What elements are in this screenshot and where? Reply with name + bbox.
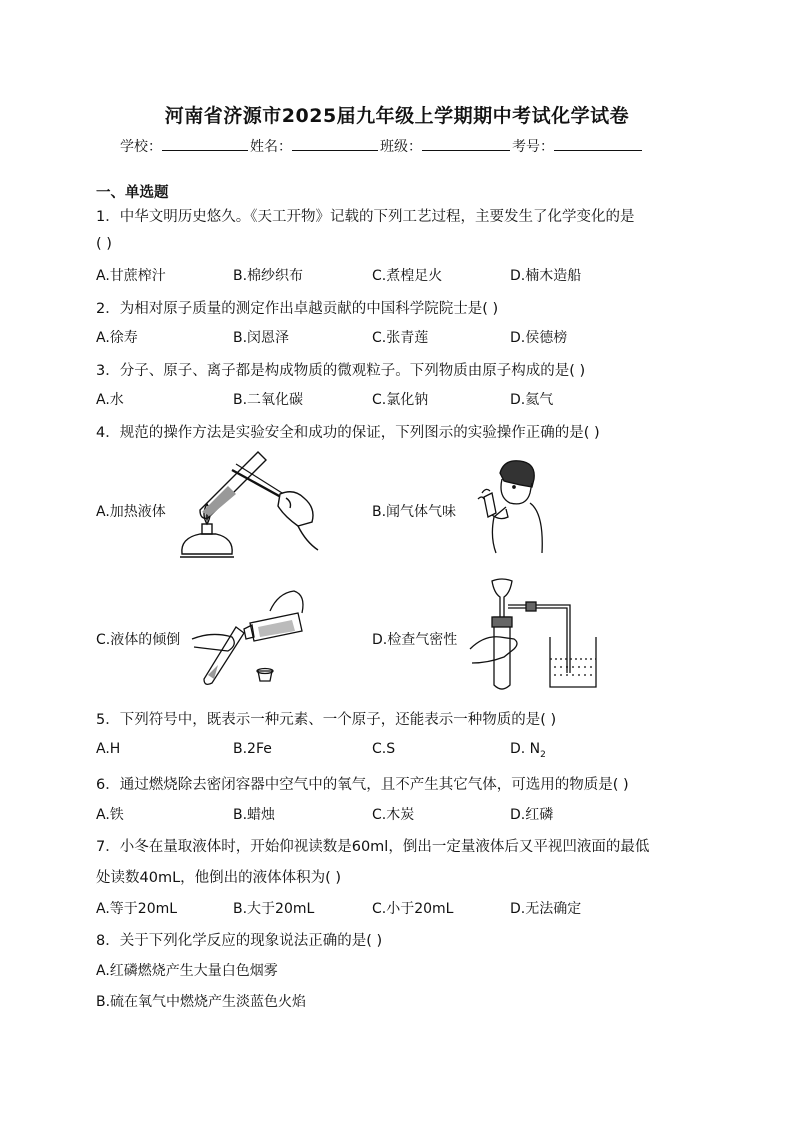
question-4-stem: 4．规范的操作方法是实验安全和成功的保证，下列图示的实验操作正确的是( ) (96, 425, 600, 441)
q6-option-d[interactable]: D.红磷 (510, 807, 554, 823)
class-blank[interactable] (422, 136, 510, 151)
q5-option-b[interactable]: B.2Fe (233, 741, 272, 757)
q8-option-a[interactable]: A.红磷燃烧产生大量白色烟雾 (96, 963, 278, 979)
smelling-gas-illustration (470, 457, 550, 553)
q3-option-a[interactable]: A.水 (96, 392, 124, 408)
question-8-stem: 8．关于下列化学反应的现象说法正确的是( ) (96, 933, 383, 949)
q2-option-a[interactable]: A.徐寿 (96, 330, 138, 346)
question-1-stem: 1．中华文明历史悠久。《天工开物》记载的下列工艺过程，主要发生了化学变化的是 (96, 209, 635, 225)
q5-option-a[interactable]: A.H (96, 741, 121, 757)
student-info-line (120, 136, 644, 156)
exam-title: 河南省济源市2025届九年级上学期期中考试化学试卷 (164, 105, 630, 127)
q1-option-a[interactable]: A.甘蔗榨汁 (96, 268, 166, 284)
q2-option-c[interactable]: C.张青莲 (372, 330, 429, 346)
question-3-stem: 3．分子、原子、离子都是构成物质的微观粒子。下列物质由原子构成的是( ) (96, 363, 586, 379)
q7-option-c[interactable]: C.小于20mL (372, 901, 454, 917)
number-label: 考号： (512, 139, 554, 155)
school-label: 学校： (120, 139, 162, 155)
q4-option-b[interactable]: B.闻气体气味 (372, 504, 457, 520)
q2-option-d[interactable]: D.侯德榜 (510, 330, 568, 346)
school-blank[interactable] (162, 136, 248, 151)
question-6-stem: 6．通过燃烧除去密闭容器中空气中的氧气，且不产生其它气体，可选用的物质是( ) (96, 777, 629, 793)
q8-option-b[interactable]: B.硫在氧气中燃烧产生淡蓝色火焰 (96, 994, 307, 1010)
question-7-stem: 7．小冬在量取液体时，开始仰视读数是60ml，倒出一定量液体后又平视凹液面的最低 (96, 839, 650, 855)
question-7-stem-cont: 处读数40mL，他倒出的液体体积为( ) (96, 870, 342, 886)
q5-option-d-text: D. N (510, 741, 541, 757)
q6-option-a[interactable]: A.铁 (96, 807, 124, 823)
q7-option-a[interactable]: A.等于20mL (96, 901, 178, 917)
q6-option-b[interactable]: B.蜡烛 (233, 807, 276, 823)
q5-option-c[interactable]: C.S (372, 741, 396, 757)
airtightness-check-illustration (470, 577, 610, 693)
q6-option-c[interactable]: C.木炭 (372, 807, 415, 823)
q5-option-d-subscript: 2 (540, 749, 546, 760)
heating-liquid-illustration (170, 446, 320, 571)
q3-option-c[interactable]: C.氯化钠 (372, 392, 429, 408)
class-label: 班级： (380, 139, 422, 155)
q2-option-b[interactable]: B.闵恩泽 (233, 330, 290, 346)
q1-option-d[interactable]: D.楠木造船 (510, 268, 582, 284)
q3-option-b[interactable]: B.二氧化碳 (233, 392, 304, 408)
name-label: 姓名： (250, 139, 292, 155)
q3-option-d[interactable]: D.氦气 (510, 392, 554, 408)
question-5-stem: 5．下列符号中，既表示一种元素、一个原子，还能表示一种物质的是( ) (96, 712, 557, 728)
question-2-stem: 2．为相对原子质量的测定作出卓越贡献的中国科学院院士是( ) (96, 301, 499, 317)
q4-option-d[interactable]: D.检查气密性 (372, 632, 458, 648)
section-title: 一、单选题 (96, 185, 169, 201)
q4-option-a[interactable]: A.加热液体 (96, 504, 166, 520)
q5-option-d[interactable] (510, 741, 546, 760)
name-blank[interactable] (292, 136, 378, 151)
number-blank[interactable] (554, 136, 642, 151)
q1-option-b[interactable]: B.棉纱织布 (233, 268, 304, 284)
pouring-liquid-illustration (188, 585, 308, 690)
q4-option-c[interactable]: C.液体的倾倒 (96, 632, 181, 648)
q1-option-c[interactable]: C.煮楻足火 (372, 268, 443, 284)
q7-option-d[interactable]: D.无法确定 (510, 901, 582, 917)
q7-option-b[interactable]: B.大于20mL (233, 901, 315, 917)
question-1-stem-cont: ( ) (96, 236, 112, 252)
